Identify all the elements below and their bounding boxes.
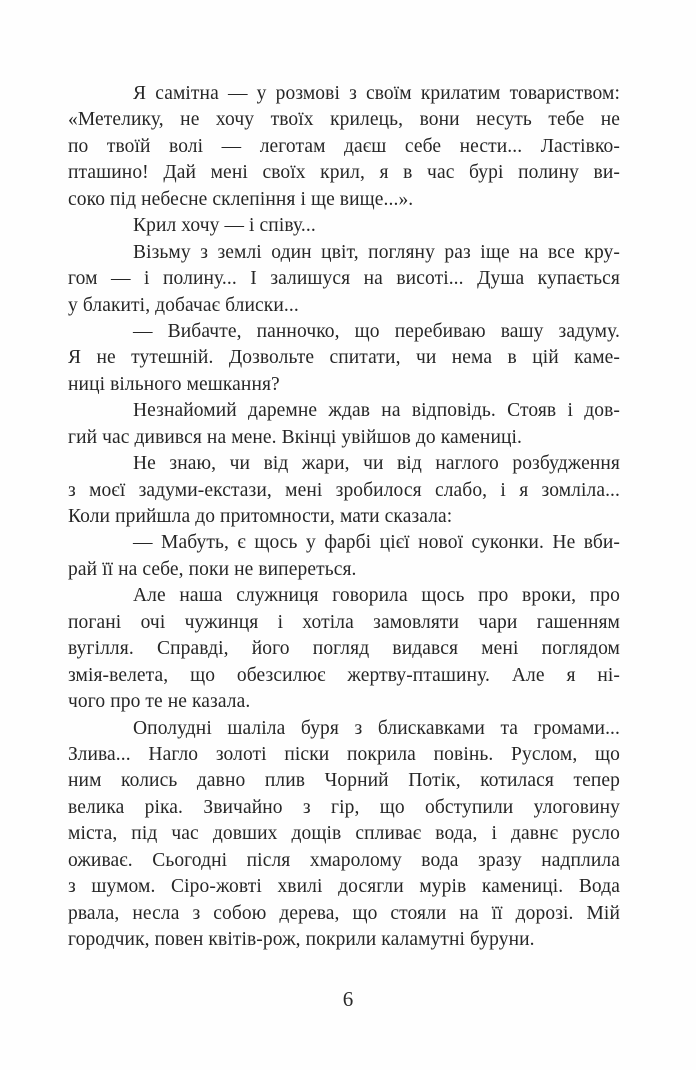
text-line: Не знаю, чи від жари, чи від наглого розбудження [133,453,620,475]
text-line: змія-велета, що обезсилює жертву-пташину. Але я ні- [68,664,620,686]
text-line: Я самітна — у розмові з своїм крилатим товариством: [133,83,620,104]
text-line: Крил хочу — і співу... [133,215,316,237]
text-column [68,81,620,953]
paragraph [68,398,620,451]
text-line: у блакиті, добачає блиски... [68,294,299,316]
text-line: велика ріка. Звичайно з гір, що обступили улоговину [68,796,620,818]
text-line: Незнайомий даремне ждав на відповідь. Стояв і дов- [133,400,620,422]
paragraph [68,81,620,213]
text-line: Але наша служниця говорила щось про вроки, про [133,585,620,607]
text-line: Злива... Нагло золоті піски покрила повінь. Руслом, що [68,743,620,765]
paragraph [68,583,620,715]
text-line: оживає. Сьогодні після хмаролому вода зразу надплила [68,849,620,871]
text-line: — Вибачте, панночко, що перебиваю вашу задуму. [133,320,620,342]
paragraph [68,530,620,583]
text-line: ним колись давно плив Чорний Потік, котилася тепер [68,770,620,792]
text-line: соко під небесне склепіння і ще вище...». [68,188,414,210]
paragraph [68,716,620,954]
text-line: — Мабуть, є щось у фарбі цієї нової суконки. Не вби- [133,532,620,554]
text-line: рай її на себе, поки не випереться. [68,558,357,580]
paragraph [68,451,620,530]
text-line: ниці вільного мешкання? [68,373,280,395]
text-line: гий час дивився на мене. Вкінці увійшов до камениці. [68,426,523,448]
text-line: з моєї задуми-екстази, мені зробилося слабо, і я зомліла... [68,479,620,501]
text-line: Я не тутешній. Дозвольте спитати, чи нема в цій каме- [68,347,620,369]
text-line: Коли прийшла до притомности, мати сказала: [68,506,453,527]
paragraph [68,319,620,398]
text-line: Візьму з землі один цвіт, погляну раз іще на все кру- [133,241,620,263]
text-line: вугілля. Справді, його погляд видався мені поглядом [68,638,620,660]
text-line: рвала, несла з собою дерева, що стояли на її дорозі. Мій [68,902,620,924]
text-line: Ополудні шаліла буря з блискавками та громами... [133,717,620,739]
text-line: по твоїй волі — леготам даєш себе нести... Ластівко- [68,135,620,157]
paragraph [68,213,620,239]
text-line: міста, під час довших дощів спливає вода, і давнє русло [68,823,620,845]
paragraph [68,240,620,319]
text-line: з шумом. Сіро-жовті хвилі досягли мурів камениці. Вода [68,876,620,898]
page-number: 6 [342,987,354,1011]
text-line: «Метелику, не хочу твоїх крилець, вони несуть тебе не [68,109,620,131]
text-line: погані очі чужинця і хотіла замовляти чари гашенням [68,611,620,633]
text-line: гом — і полину... І залишуся на висоті... Душа купається [68,268,620,290]
text-line: городчик, повен квітів-рож, покрили каламутні буруни. [68,929,535,950]
text-line: чого про те не казала. [68,691,251,713]
text-line: пташино! Дай мені своїх крил, я в час бурі полину ви- [68,162,620,184]
